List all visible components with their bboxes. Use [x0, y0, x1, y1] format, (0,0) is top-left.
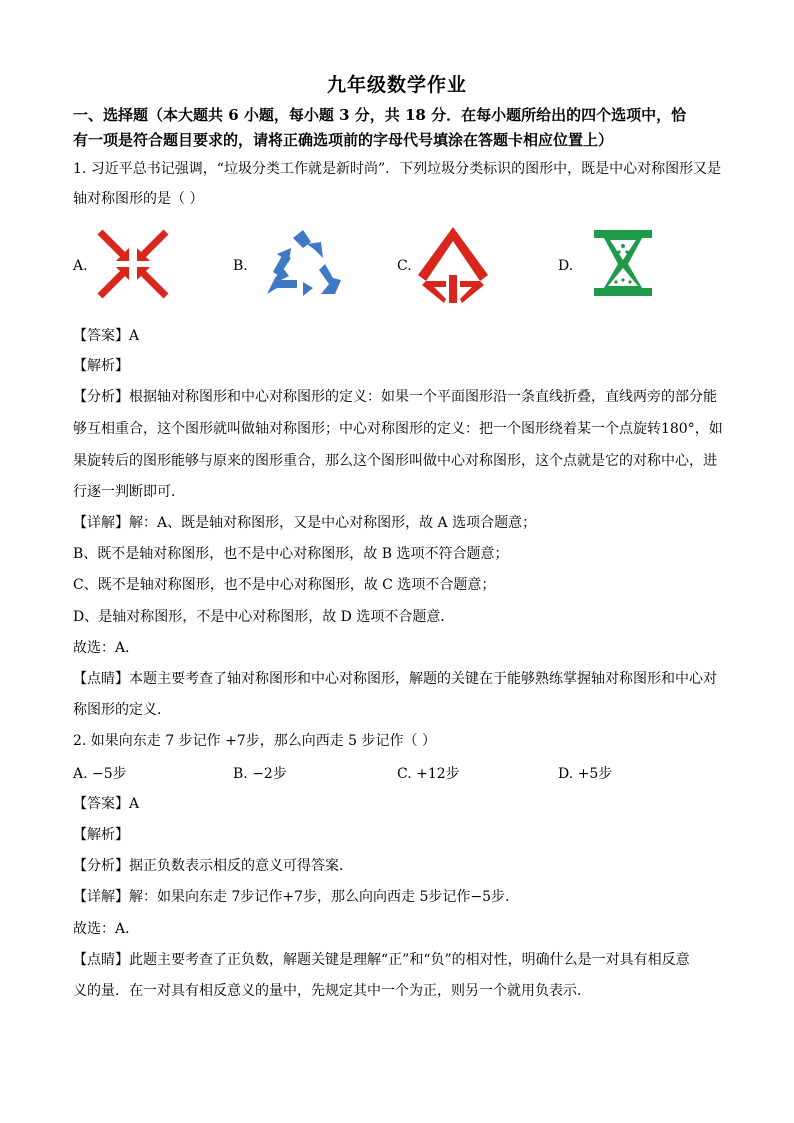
- section-heading-line2: 有一项是符合题目要求的，请将正确选项前的字母代号填涂在答题卡相应位置上）: [73, 131, 614, 149]
- blue-recycle-triangle-icon: [263, 228, 345, 302]
- q1-detail-line4: D、是轴对称图形，不是中心对称图形，故 D 选项不合题意．: [73, 609, 455, 625]
- q1-detail-line1: 【详解】解：A、既是轴对称图形，又是中心对称图形，故 A 选项合题意；: [73, 515, 537, 531]
- q1-comment-line1: 【点睛】本题主要考查了轴对称图形和中心对称图形，解题的关键在于能够熟练掌握轴对称图形和中心对: [73, 671, 717, 687]
- q2-option-a: A. −5步: [73, 766, 127, 782]
- q1-answer: 【答案】A: [73, 328, 140, 344]
- q2-analysis-label: 【解析】: [73, 827, 129, 843]
- q1-detail-line3: C、既不是轴对称图形，也不是中心对称图形，故 C 选项不合题意；: [73, 577, 496, 593]
- q2-option-b: B. −2步: [233, 766, 287, 782]
- q1-option-b-label: B.: [233, 258, 248, 274]
- q1-choose: 故选：A．: [73, 640, 140, 656]
- q1-detail-line2: B、既不是轴对称图形，也不是中心对称图形，故 B 选项不符合题意；: [73, 546, 509, 562]
- q2-comment-line1: 【点睛】此题主要考查了正负数，解题关键是理解“正”和“负”的相对性，明确什么是一对具有相反意: [73, 952, 690, 968]
- q1-option-d-label: D.: [558, 258, 574, 274]
- q2-detail: 【详解】解：如果向东走 7步记作+7步，那么向向西走 5步记作−5步．: [73, 889, 519, 905]
- q1-option-a-label: A.: [73, 258, 88, 274]
- q2-fenxi: 【分析】据正负数表示相反的意义可得答案．: [73, 858, 353, 874]
- q1-fenxi-line4: 行逐一判断即可．: [73, 484, 185, 500]
- q2-comment-line2: 义的量．在一对具有相反意义的量中，先规定其中一个为正，则另一个就用负表示．: [73, 983, 591, 999]
- green-hourglass-icon: [592, 228, 654, 304]
- q2-option-c: C. +12步: [397, 766, 460, 782]
- q1-option-c-label: C.: [397, 258, 412, 274]
- q1-fenxi-line2: 够互相重合，这个图形就叫做轴对称图形；中心对称图形的定义：把一个图形绕着某一个点旋转180°，如: [73, 421, 723, 437]
- q2-choose: 故选：A．: [73, 921, 140, 937]
- page-title: 九年级数学作业: [326, 74, 467, 96]
- q1-analysis-label: 【解析】: [73, 358, 129, 374]
- q1-fenxi-line3: 果旋转后的图形能够与原来的图形重合，那么这个图形叫做中心对称图形，这个点就是它的对称中心，进: [73, 453, 717, 469]
- q1-stem-line1: 1. 习近平总书记强调，“垃圾分类工作就是新时尚”．下列垃圾分类标识的图形中，既是中心对称图形又是: [73, 161, 722, 177]
- q2-option-d: D. +5步: [558, 766, 613, 782]
- q1-fenxi-line1: 【分析】根据轴对称图形和中心对称图形的定义：如果一个平面图形沿一条直线折叠，直线两旁的部分能: [73, 389, 717, 405]
- q1-comment-line2: 称图形的定义．: [73, 702, 171, 718]
- section-heading-line1: 一、选择题（本大题共 6 小题，每小题 3 分，共 18 分．在每小题所给出的四个选项中，恰: [73, 106, 687, 124]
- q2-stem: 2. 如果向东走 7 步记作 +7步，那么向西走 5 步记作（ ）: [73, 733, 436, 749]
- q1-stem-line2: 轴对称图形的是（ ）: [73, 191, 204, 207]
- red-arrow-loop-icon: [416, 225, 490, 305]
- q2-answer: 【答案】A: [73, 796, 140, 812]
- red-arrows-cross-icon: [96, 228, 170, 300]
